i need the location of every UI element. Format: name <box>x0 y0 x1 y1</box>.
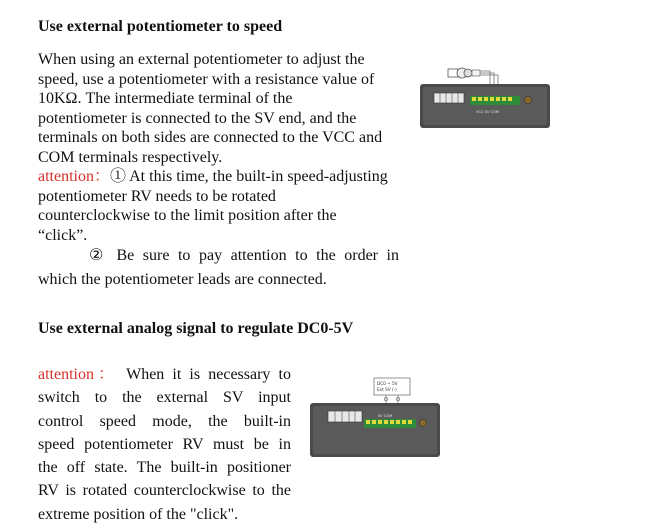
note-line: which the potentiometer leads are connected. <box>38 270 327 288</box>
potentiometer-paragraph <box>38 50 400 245</box>
section-heading-analog-signal: Use external analog signal to regulate DC0-5V <box>38 320 354 337</box>
control-terminal-strip <box>470 96 520 105</box>
body-line: RV is rotated counterclockwise to the <box>38 482 291 500</box>
attention-line: “click”. <box>38 226 88 244</box>
body-line: COM terminals respectively. <box>38 148 223 166</box>
body-line: terminals on both sides are connected to the VCC and <box>38 129 383 146</box>
built-in-potentiometer-icon <box>525 97 532 104</box>
built-in-potentiometer-icon <box>420 420 427 427</box>
power-terminal-block <box>434 93 464 103</box>
body-line: 10KΩ. The intermediate terminal of the <box>38 90 293 107</box>
signal-source-box <box>374 378 410 395</box>
attention-line: counterclockwise to the limit position after the <box>38 207 337 224</box>
potentiometer-icon <box>448 68 480 78</box>
body-line: speed potentiometer RV must be in <box>38 435 291 453</box>
signal-label: DC0 ~ 5V <box>377 381 398 386</box>
body-line: potentiometer is connected to the SV end, and the <box>38 109 357 127</box>
body-line: extreme position of the "click". <box>38 505 239 523</box>
section-heading-external-potentiometer: Use external potentiometer to speed <box>38 18 283 35</box>
attention-line <box>38 167 400 187</box>
attention-line: potentiometer RV needs to be rotated <box>38 187 276 205</box>
attention-text: When it is necessary to <box>118 366 291 383</box>
body-line: When using an external potentiometer to adjust the <box>38 51 365 68</box>
lead-order-note <box>38 246 399 289</box>
attention-text: ① At this time, the built-in speed-adjusting <box>110 168 388 185</box>
attention-line <box>38 363 291 386</box>
control-terminal-strip <box>364 419 416 428</box>
terminal-labels: VCC SV COM <box>476 110 499 114</box>
analog-signal-wiring-diagram <box>308 375 442 459</box>
body-line: switch to the external SV input <box>38 389 291 407</box>
analog-signal-paragraph <box>38 363 291 526</box>
power-terminal-block <box>328 411 362 422</box>
signal-label: Ext SV (-) <box>377 387 397 392</box>
body-line: control speed mode, the built-in <box>38 412 291 430</box>
potentiometer-wiring-diagram <box>418 60 552 130</box>
note-line: ② Be sure to pay attention to the order in <box>89 247 399 264</box>
attention-label: attention： <box>38 168 110 185</box>
body-line: speed, use a potentiometer with a resistance value of <box>38 70 375 88</box>
body-line: the off state. The built-in positioner <box>38 459 291 477</box>
terminal-labels: SV COM <box>378 414 393 418</box>
attention-label: attention： <box>38 366 119 383</box>
